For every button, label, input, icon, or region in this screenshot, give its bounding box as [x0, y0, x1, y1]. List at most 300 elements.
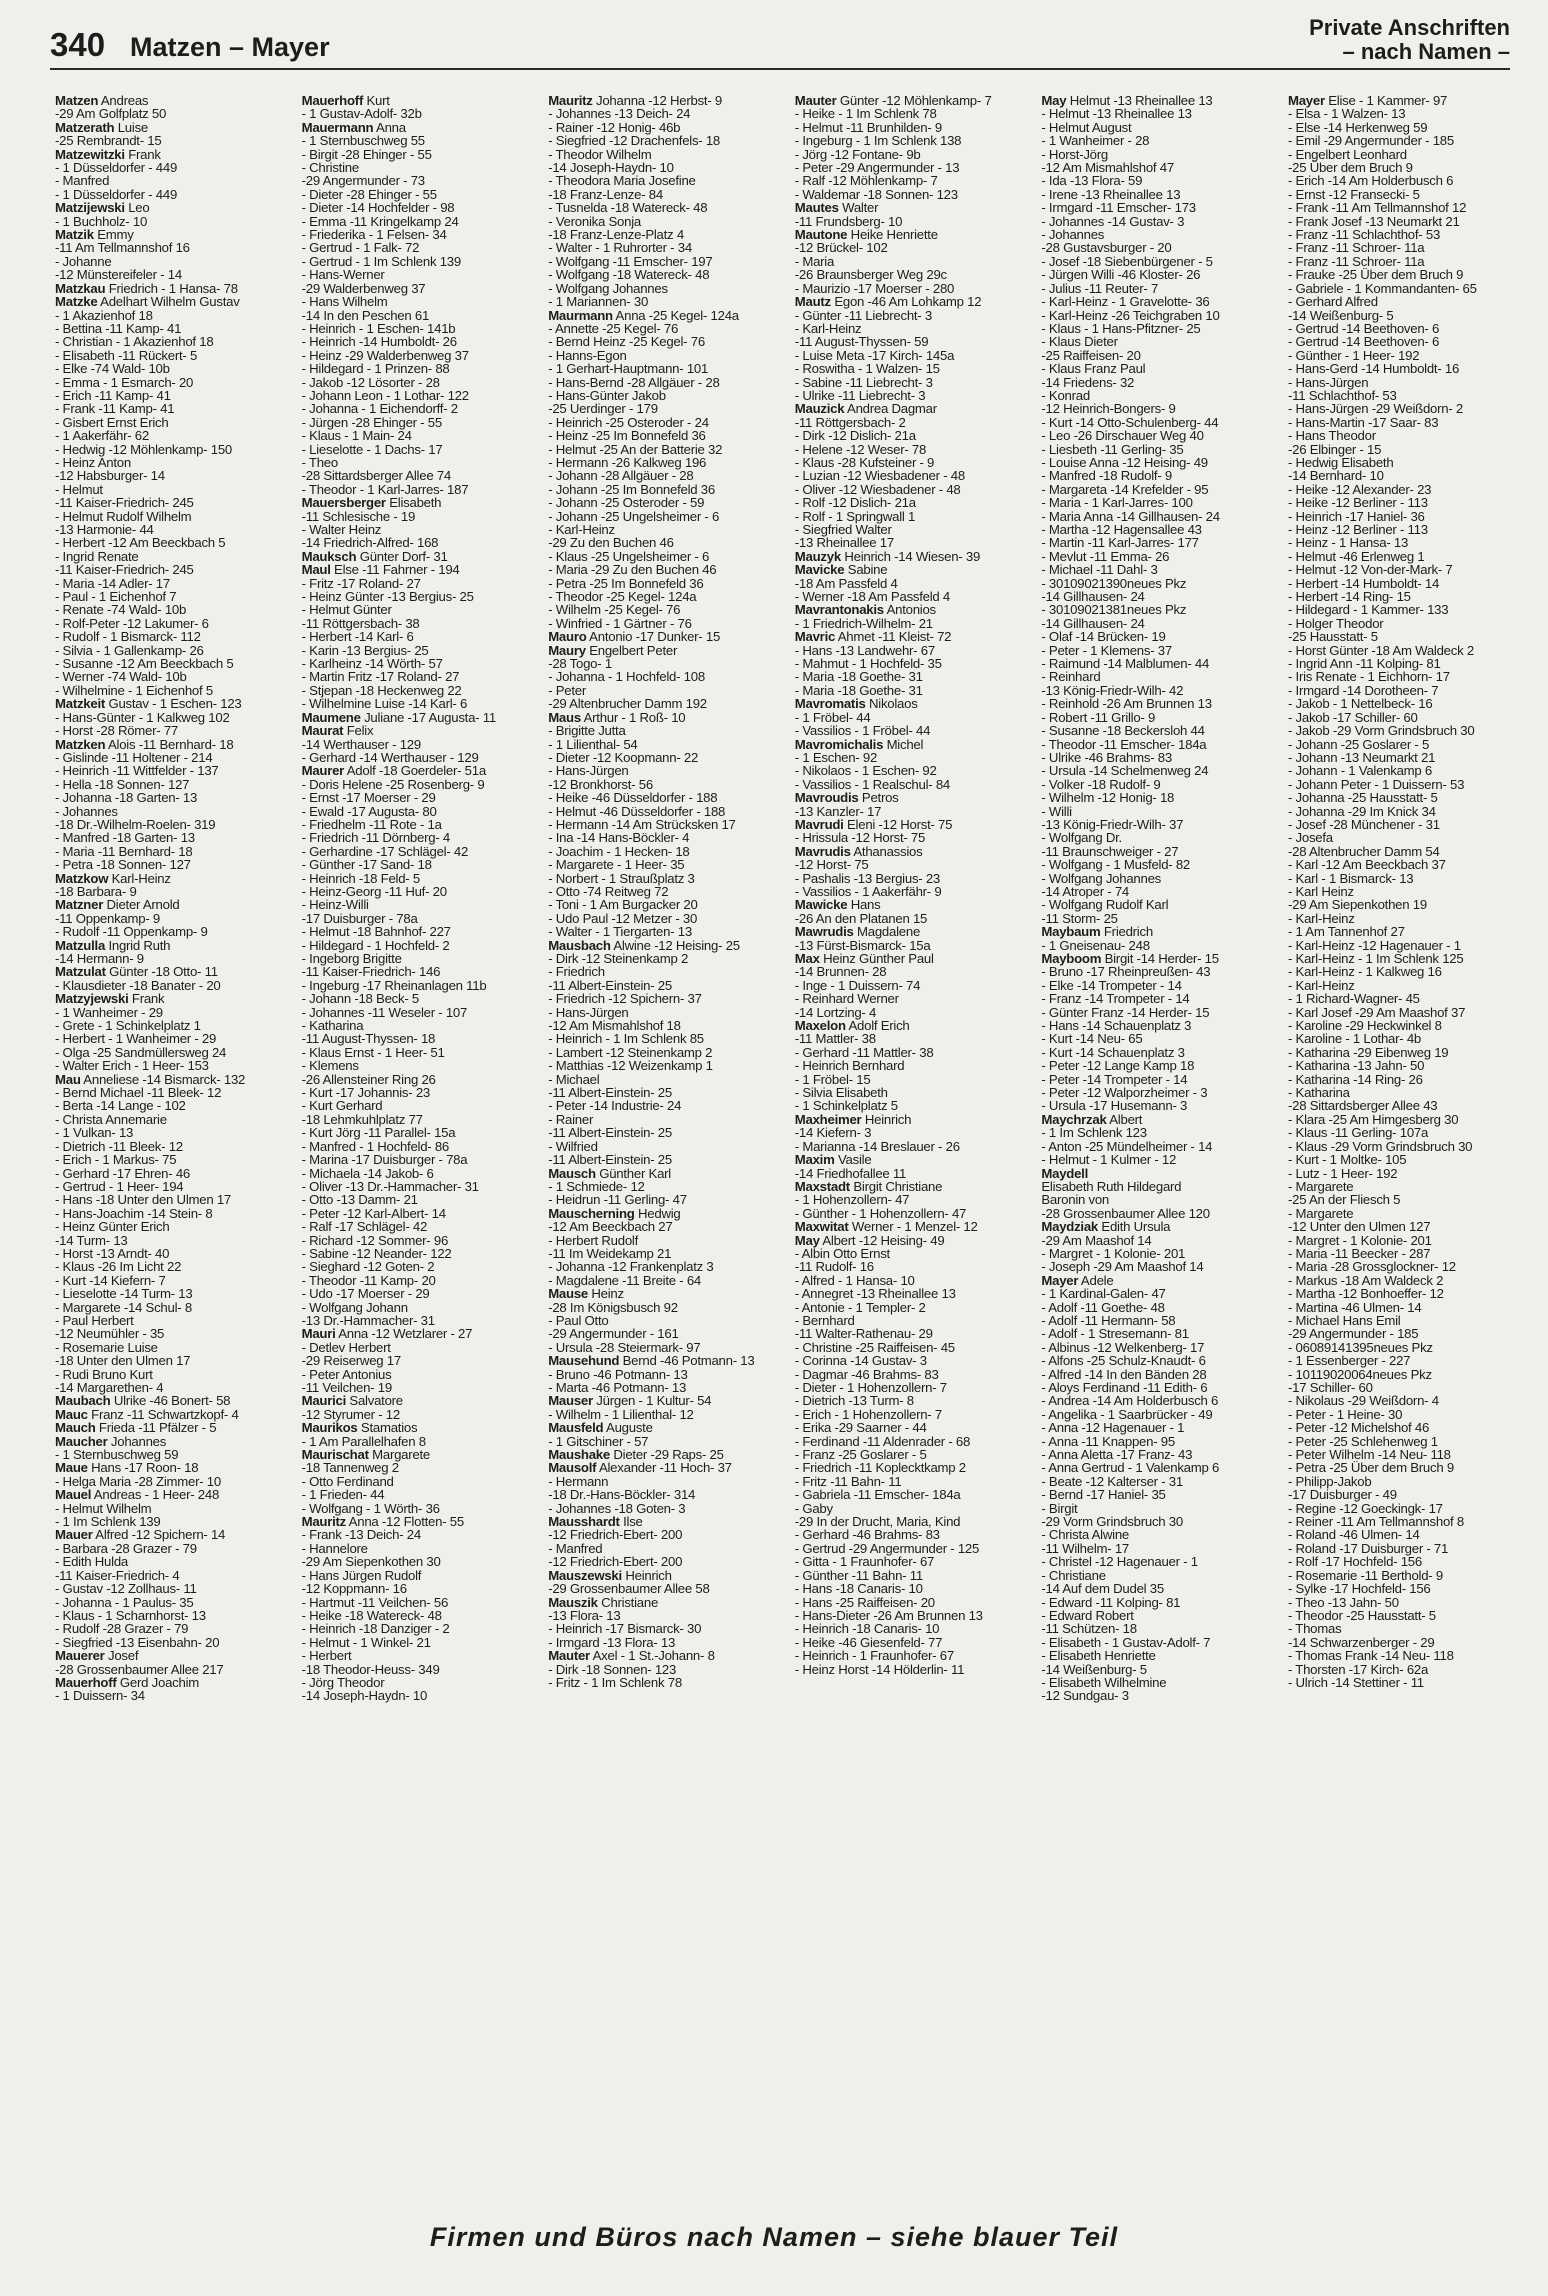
- directory-entry: - Grete - 1 Schinkelplatz 1: [55, 1018, 201, 1034]
- directory-entry: - Kurt -14 Neu- 65: [1041, 1031, 1143, 1047]
- directory-entry: -29 Angermunder - 73: [301, 173, 425, 189]
- directory-entry: - Markus -18 Am Waldeck 2: [1287, 1272, 1444, 1288]
- directory-entry: - Helmut - 1 Winkel- 21: [301, 1634, 431, 1650]
- directory-entry: Maurmann Anna -25 Kegel- 124a: [548, 307, 739, 323]
- directory-entry: - Gerhardine -17 Schlägel- 42: [301, 843, 469, 859]
- directory-entry: - Theodor Wilhelm: [548, 146, 652, 162]
- directory-entry: -29 Am Golfplatz 50: [55, 106, 167, 122]
- directory-entry: - Elke -14 Trompeter - 14: [1041, 977, 1182, 993]
- directory-entry: - Hans Wilhelm: [301, 294, 388, 310]
- directory-entry: - Herbert -14 Karl- 6: [301, 629, 414, 645]
- surname: Mauksch: [301, 548, 357, 564]
- directory-entry: - 1 Eschen- 92: [794, 749, 878, 765]
- directory-entry: - Margarete: [1287, 1205, 1354, 1221]
- directory-entry: Mavrudis Athanassios: [794, 843, 923, 859]
- directory-entry: - Ernst -17 Moerser - 29: [301, 790, 436, 806]
- directory-entry: - 1 Wanheimer - 29: [55, 1004, 163, 1020]
- surname: Mauscherning: [548, 1205, 635, 1221]
- surname: Maul: [301, 562, 331, 578]
- directory-entry: - Julius -11 Reuter- 7: [1041, 280, 1159, 296]
- directory-entry: Maxelon Adolf Erich: [794, 1018, 910, 1034]
- directory-entry: - Maria -11 Beecker - 287: [1287, 1245, 1431, 1261]
- directory-entry: - Manfred -18 Rudolf- 9: [1041, 468, 1172, 484]
- directory-entry: - Lambert -12 Steinenkamp 2: [548, 1044, 713, 1060]
- directory-entry: Matzken Alois -11 Bernhard- 18: [55, 736, 234, 752]
- directory-entry: - Johannes: [55, 803, 118, 819]
- directory-entry: - Kurt -14 Kiefern- 7: [55, 1272, 166, 1288]
- directory-entry: - Franz -11 Schroer- 11a: [1287, 240, 1425, 256]
- directory-entry: - Vassilios - 1 Realschul- 84: [794, 776, 950, 792]
- directory-entry: -18 Lehmkuhlplatz 77: [301, 1111, 423, 1127]
- surname: Mauszewski: [548, 1567, 622, 1583]
- directory-entry: - Silvia Elisabeth: [794, 1085, 888, 1101]
- directory-entry: - Gustav -12 Zollhaus- 11: [55, 1581, 197, 1597]
- directory-entry: - 10119020064neues Pkz: [1287, 1366, 1432, 1382]
- directory-entry: - Herbert -14 Ring- 15: [1287, 589, 1411, 605]
- directory-entry: - Kurt - 1 Moltke- 105: [1287, 1152, 1407, 1168]
- directory-entry: Maushake Dieter -29 Raps- 25: [548, 1447, 724, 1463]
- directory-entry: - Wolfgang Johannes: [548, 280, 668, 296]
- directory-entry: - Walter Erich - 1 Heer- 153: [55, 1058, 209, 1074]
- directory-entry: - Norbert - 1 Straußplatz 3: [548, 870, 695, 886]
- directory-entry: - Wolfgang -18 Watereck- 48: [548, 267, 710, 283]
- directory-entry: - Heike -12 Alexander- 23: [1287, 481, 1432, 497]
- directory-entry: - Udo Paul -12 Metzer - 30: [548, 910, 698, 926]
- directory-entry: Elisabeth Ruth Hildegard: [1041, 1178, 1182, 1194]
- directory-entry: Mautz Egon -46 Am Lohkamp 12: [794, 294, 982, 310]
- directory-entry: - Christine -25 Raiffeisen- 45: [794, 1339, 955, 1355]
- directory-entry: - Rosemarie Luise: [55, 1339, 158, 1355]
- directory-entry: Mausbach Alwine -12 Heising- 25: [548, 937, 740, 953]
- directory-entry: - Else -14 Herkenweg 59: [1287, 119, 1428, 135]
- directory-entry: Matzen Andreas: [55, 94, 149, 108]
- directory-entry: - Wilhelm -25 Kegel- 76: [548, 602, 681, 618]
- directory-entry: - Rainer: [548, 1111, 594, 1127]
- directory-entry: -26 Braunsberger Weg 29c: [794, 267, 947, 283]
- directory-entry: - Gabriele - 1 Kommandanten- 65: [1287, 280, 1477, 296]
- directory-entry: - Johann Peter - 1 Duissern- 53: [1287, 776, 1465, 792]
- surname: Matzijewski: [55, 200, 125, 216]
- directory-entry: - Richard -12 Sommer- 96: [301, 1232, 449, 1248]
- directory-entry: - Reinhard Werner: [794, 991, 899, 1007]
- directory-entry: - Iris Renate - 1 Eichhorn- 17: [1287, 669, 1450, 685]
- directory-entry: - Klaus - 1 Hans-Pfitzner- 25: [1041, 320, 1201, 336]
- directory-entry: - Franz -11 Schroer- 11a: [1287, 253, 1425, 269]
- directory-entry: - Friedrich -11 Dörnberg- 4: [301, 830, 450, 846]
- directory-entry: -11 Röttgersbach- 2: [794, 414, 906, 430]
- directory-entry: - Udo -17 Moerser - 29: [301, 1286, 430, 1302]
- directory-entry: Mavromichalis Michel: [794, 736, 924, 752]
- directory-entry: - Raimund -14 Malblumen- 44: [1041, 656, 1210, 672]
- directory-entry: - Christel -12 Hagenauer - 1: [1041, 1554, 1198, 1570]
- directory-entry: -11 Kaiser-Friedrich- 245: [55, 495, 194, 511]
- surname: Maxheimer: [794, 1111, 862, 1127]
- directory-entry: - Bernd -17 Haniel- 35: [1041, 1487, 1166, 1503]
- directory-entry: Mauch Frieda -11 Pfälzer - 5: [55, 1420, 217, 1436]
- directory-entry: - Josef -18 Siebenbürgener - 5: [1041, 253, 1213, 269]
- directory-entry: Mauc Franz -11 Schwartzkopf- 4: [55, 1406, 239, 1422]
- directory-entry: - Herbert -14 Humboldt- 14: [1287, 575, 1440, 591]
- directory-entry: - Helmut August: [1041, 119, 1132, 135]
- directory-entry: - Adolf -11 Hermann- 58: [1041, 1312, 1176, 1328]
- directory-column-4: [795, 94, 1027, 2214]
- directory-entry: - Heidrun -11 Gerling- 47: [548, 1192, 687, 1208]
- directory-entry: - Heike -46 Giesenfeld- 77: [794, 1634, 943, 1650]
- directory-entry: - Josef -28 Münchener - 31: [1287, 816, 1440, 832]
- directory-entry: - Ralf -12 Möhlenkamp- 7: [794, 173, 938, 189]
- directory-entry: - Manfred -18 Garten- 13: [55, 830, 195, 846]
- directory-entry: - Peter -12 Michelshof 46: [1287, 1420, 1430, 1436]
- surname: Maue: [55, 1460, 88, 1476]
- directory-entry: - Helmut Günter: [301, 602, 392, 618]
- directory-entry: - Helmut: [55, 481, 103, 497]
- directory-entry: - Adolf -11 Goethe- 48: [1041, 1299, 1165, 1315]
- directory-entry: - Thomas: [1287, 1621, 1342, 1637]
- directory-entry: Matzijewski Leo: [55, 200, 150, 216]
- directory-entry: - Tusnelda -18 Watereck- 48: [548, 200, 708, 216]
- directory-entry: - Hans-Jürgen: [548, 1004, 629, 1020]
- directory-entry: - Dirk -12 Steinenkamp 2: [548, 951, 689, 966]
- directory-entry: - Horst Günter -18 Am Waldeck 2: [1287, 642, 1474, 658]
- directory-entry: - Elisabeth Wilhelmine: [1041, 1674, 1167, 1690]
- directory-entry: -29 Zu den Buchen 46: [548, 535, 674, 551]
- directory-entry: - Margareta -14 Krefelder - 95: [1041, 481, 1209, 497]
- directory-entry: - Anton -25 Mündelheimer - 14: [1041, 1138, 1213, 1154]
- directory-entry: -11 Albert-Einstein- 25: [548, 1152, 672, 1168]
- directory-entry: - Bernd Michael -11 Bleek- 12: [55, 1085, 222, 1101]
- directory-entry: - Gerhard -46 Brahms- 83: [794, 1527, 940, 1543]
- directory-entry: - Rudolf -28 Grazer - 79: [55, 1621, 189, 1637]
- directory-entry: Matzkeit Gustav - 1 Eschen- 123: [55, 696, 242, 712]
- directory-entry: - Gertrud - 1 Heer- 194: [55, 1178, 184, 1194]
- directory-entry: -12 Heinrich-Bongers- 9: [1041, 401, 1176, 417]
- directory-entry: - Theodor -11 Kamp- 20: [301, 1272, 436, 1288]
- directory-entry: -11 Im Weidekamp 21: [548, 1245, 672, 1261]
- directory-entry: - Kurt Gerhard: [301, 1098, 383, 1114]
- surname: Mauzick: [794, 401, 845, 417]
- directory-entry: -13 Fürst-Bismarck- 15a: [794, 937, 931, 953]
- directory-entry: - Klemens: [301, 1058, 359, 1074]
- directory-entry: -11 Walter-Rathenau- 29: [794, 1326, 933, 1342]
- directory-entry: - Manfred - 1 Hochfeld- 86: [301, 1138, 450, 1154]
- directory-entry: - Albin Otto Ernst: [794, 1245, 890, 1261]
- surname: Mausch: [548, 1165, 596, 1181]
- surname: Mauter: [794, 94, 837, 108]
- directory-entry: - Thomas Frank -14 Neu- 118: [1287, 1648, 1454, 1664]
- directory-entry: - Roswitha - 1 Walzen- 15: [794, 361, 940, 377]
- directory-entry: - 1 Hohenzollern- 47: [794, 1192, 910, 1208]
- directory-entry: Maue Hans -17 Roon- 18: [55, 1460, 199, 1476]
- directory-entry: - Heinrich -11 Wittfelder - 137: [55, 763, 219, 779]
- directory-entry: - Reinhard: [1041, 669, 1101, 685]
- directory-entry: Matzkow Karl-Heinz: [55, 870, 171, 886]
- directory-entry: - Rolf - 1 Springwall 1: [794, 508, 916, 524]
- directory-entry: - Hildegard - 1 Prinzen- 88: [301, 361, 450, 377]
- directory-entry: - Hans -25 Raiffeisen- 20: [794, 1594, 935, 1610]
- directory-entry: Mauser Jürgen - 1 Kultur- 54: [548, 1393, 712, 1409]
- directory-entry: - Friedrich -12 Spichern- 37: [548, 991, 702, 1007]
- directory-entry: Maxheimer Heinrich: [794, 1111, 912, 1127]
- directory-entry: - Wolfgang -11 Emscher- 197: [548, 253, 713, 269]
- directory-entry: -12 Bronkhorst- 56: [548, 776, 653, 792]
- directory-entry: - Berta -14 Lange - 102: [55, 1098, 186, 1114]
- directory-entry: - Emma -11 Kringelkamp 24: [301, 213, 459, 229]
- directory-entry: -11 Braunschweiger - 27: [1041, 843, 1179, 859]
- directory-entry: - Heike - 1 Im Schlenk 78: [794, 106, 937, 122]
- directory-entry: - Johannes: [1041, 227, 1105, 243]
- directory-entry: -14 Friedens- 32: [1041, 374, 1135, 390]
- directory-entry: - Peter -25 Schlehenweg 1: [1287, 1433, 1438, 1449]
- directory-entry: - Wilhelm - 1 Lilienthal- 12: [548, 1406, 694, 1422]
- directory-entry: - Luzian -12 Wiesbadener - 48: [794, 468, 965, 484]
- directory-entry: - Johanna -12 Frankenplatz 3: [548, 1259, 714, 1275]
- directory-entry: - Kurt Jörg -11 Parallel- 15a: [301, 1125, 456, 1141]
- surname: Mauer: [55, 1527, 93, 1543]
- directory-entry: - Ulrich -14 Stettiner - 11: [1287, 1674, 1424, 1690]
- directory-entry: -28 Grossenbaumer Allee 217: [55, 1661, 224, 1677]
- surname: Matzken: [55, 736, 106, 752]
- directory-entry: - 1 Fröbel- 44: [794, 709, 871, 725]
- surname: Mayboom: [1041, 951, 1102, 966]
- directory-entry: - Heinrich - 1 Eschen- 141b: [301, 320, 456, 336]
- directory-entry: -11 Schlachthof- 53: [1287, 387, 1397, 403]
- directory-entry: - Gerhard -11 Mattler- 38: [794, 1044, 934, 1060]
- directory-entry: -29 Am Maashof 14: [1041, 1232, 1152, 1248]
- directory-entry: -18 Am Passfeld 4: [794, 575, 898, 591]
- directory-entry: -12 Friedrich-Ebert- 200: [548, 1554, 683, 1570]
- directory-entry: - Kurt -14 Otto-Schulenberg- 44: [1041, 414, 1219, 430]
- directory-entry: - Rudi Bruno Kurt: [55, 1366, 153, 1382]
- directory-entry: - Johann -18 Beck- 5: [301, 991, 420, 1007]
- page-number: 340: [50, 26, 106, 63]
- directory-entry: - Heinz-Willi: [301, 897, 369, 913]
- directory-entry: -14 Friedhofallee 11: [794, 1165, 907, 1181]
- directory-entry: - 1 Akazienhof 18: [55, 307, 153, 323]
- directory-entry: Mawicke Hans: [794, 897, 881, 913]
- surname: Mautes: [794, 200, 839, 216]
- directory-entry: Maychrzak Albert: [1041, 1111, 1143, 1127]
- surname: Mayer: [1041, 1272, 1079, 1288]
- surname: Maus: [548, 709, 581, 725]
- directory-entry: - Marina -17 Duisburger - 78a: [301, 1152, 468, 1168]
- directory-entry: - Rolf -12 Dislich- 21a: [794, 495, 916, 511]
- directory-entry: - Robert -11 Grillo- 9: [1041, 709, 1156, 725]
- directory-entry: - 1 Gitschiner - 57: [548, 1433, 649, 1449]
- directory-entry: - Günther -17 Sand- 18: [301, 857, 432, 873]
- directory-entry: Maurer Adolf -18 Goerdeler- 51a: [301, 763, 486, 779]
- directory-entry: - 1 Mariannen- 30: [548, 294, 649, 310]
- directory-entry: - Stjepan -18 Heckenweg 22: [301, 682, 462, 698]
- directory-entry: - Heinz Horst -14 Hölderlin- 11: [794, 1661, 965, 1677]
- directory-entry: - Heinrich -14 Humboldt- 26: [301, 334, 457, 350]
- directory-entry: -11 Rudolf- 16: [794, 1259, 874, 1275]
- directory-entry: - Ingrid Ann -11 Kolping- 81: [1287, 656, 1441, 672]
- directory-entry: - Dieter -12 Koopmann- 22: [548, 749, 699, 765]
- directory-entry: - Johanna -29 Im Knick 34: [1287, 803, 1436, 819]
- directory-entry: -18 Unter den Ulmen 17: [55, 1353, 191, 1369]
- directory-entry: - Joachim - 1 Hecken- 18: [548, 843, 690, 859]
- surname: Maychrzak: [1041, 1111, 1107, 1127]
- directory-entry: -12 Neumühler - 35: [55, 1326, 165, 1342]
- directory-entry: [1041, 1167, 1273, 1180]
- directory-entry: - Ursula -28 Steiermark- 97: [548, 1339, 701, 1355]
- surname: Mayer: [1287, 94, 1325, 108]
- directory-entry: Maurischat Margarete: [301, 1447, 430, 1463]
- directory-entry: - Klaus Dieter: [1041, 334, 1118, 350]
- directory-entry: - Petra -25 Über dem Bruch 9: [1287, 1460, 1454, 1476]
- directory-entry: - Ingeborg Brigitte: [301, 951, 402, 966]
- directory-entry: -29 Vorm Grindsbruch 30: [1041, 1514, 1183, 1530]
- surname: Mavroudis: [794, 790, 859, 806]
- surname: Matzik: [55, 227, 94, 243]
- surname: Matzulat: [55, 964, 106, 980]
- directory-entry: May Helmut -13 Rheinallee 13: [1041, 94, 1213, 108]
- directory-entry: - Thorsten -17 Kirch- 62a: [1287, 1661, 1429, 1677]
- directory-entry: - Theodora Maria Josefine: [548, 173, 696, 189]
- surname: Mavric: [794, 629, 836, 645]
- directory-entry: - Christa Annemarie: [55, 1111, 167, 1127]
- directory-entry: - Theo -13 Jahn- 50: [1287, 1594, 1399, 1610]
- surname: Matzner: [55, 897, 104, 913]
- directory-entry: - Michael: [548, 1071, 600, 1087]
- directory-entry: - Wilfried: [548, 1138, 598, 1154]
- directory-entry: - Liesbeth -11 Gerling- 35: [1041, 441, 1184, 457]
- directory-entry: - Peter -14 Industrie- 24: [548, 1098, 682, 1114]
- surname: Matzke: [55, 294, 98, 310]
- directory-entry: Mawrudis Magdalene: [794, 924, 921, 940]
- directory-entry: - Elisabeth - 1 Gustav-Adolf- 7: [1041, 1634, 1211, 1650]
- directory-entry: -14 Gillhausen- 24: [1041, 589, 1145, 605]
- surname: Mautone: [794, 227, 848, 243]
- directory-entry: Mauerhoff Gerd Joachim: [55, 1674, 200, 1690]
- directory-entry: -18 Dr.-Wilhelm-Roelen- 319: [55, 816, 216, 832]
- directory-entry: -14 Joseph-Haydn- 10: [301, 1688, 428, 1704]
- directory-entry: -14 Schwarzenberger - 29: [1287, 1634, 1435, 1650]
- directory-entry: - Brigitte Jutta: [548, 723, 626, 739]
- surname: Mau: [55, 1071, 81, 1087]
- directory-entry: - Andrea -14 Am Holderbusch 6: [1041, 1393, 1219, 1409]
- directory-entry: - Mevlut -11 Emma- 26: [1041, 548, 1170, 564]
- surname: Mavicke: [794, 562, 845, 578]
- directory-entry: - Peter - 1 Klemens- 37: [1041, 642, 1172, 658]
- directory-entry: - Karl-Heinz - 1 Im Schlenk 125: [1287, 951, 1464, 966]
- directory-entry: - 1 Am Parallelhafen 8: [301, 1433, 426, 1449]
- directory-entry: - Peter -12 Lange Kamp 18: [1041, 1058, 1195, 1074]
- directory-entry: - Martina -46 Ulmen- 14: [1287, 1299, 1422, 1315]
- directory-entry: - Klaus -26 Im Licht 22: [55, 1259, 182, 1275]
- directory-entry: Mauzyk Heinrich -14 Wiesen- 39: [794, 548, 981, 564]
- directory-entry: - Fritz -17 Roland- 27: [301, 575, 421, 591]
- directory-entry: - Olaf -14 Brücken- 19: [1041, 629, 1166, 645]
- directory-entry: - 1 Am Tannenhof 27: [1287, 924, 1405, 940]
- directory-entry: - 1 Kardinal-Galen- 47: [1041, 1286, 1166, 1302]
- directory-entry: - Hans-Jürgen: [548, 763, 629, 779]
- directory-entry: - Horst -28 Römer- 77: [55, 723, 178, 739]
- directory-entry: -14 In den Peschen 61: [301, 307, 430, 323]
- directory-entry: -11 Kaiser-Friedrich- 245: [55, 562, 194, 578]
- directory-entry: - Alfred - 1 Hansa- 10: [794, 1272, 915, 1288]
- directory-entry: - Heinrich -18 Feld- 5: [301, 870, 420, 886]
- directory-entry: - Maria Anna -14 Gillhausen- 24: [1041, 508, 1220, 524]
- directory-entry: - Hans-Jürgen: [1287, 374, 1369, 390]
- directory-entry: - Heinz -25 Im Bonnefeld 36: [548, 428, 706, 444]
- directory-entry: - Hrissula -12 Horst- 75: [794, 830, 926, 846]
- directory-entry: -17 Duisburger - 49: [1287, 1487, 1397, 1503]
- directory-entry: - Roland -17 Duisburger - 71: [1287, 1540, 1449, 1556]
- directory-entry: - Heike -18 Watereck- 48: [301, 1607, 442, 1623]
- directory-entry: Mausshardt Ilse: [548, 1514, 643, 1530]
- directory-entry: Mauri Anna -12 Wetzlarer - 27: [301, 1326, 473, 1342]
- directory-entry: - 1 Aakerfähr- 62: [55, 428, 149, 444]
- directory-entry: Maury Engelbert Peter: [548, 642, 678, 658]
- directory-entry: - Maria -18 Goethe- 31: [794, 682, 923, 698]
- directory-entry: Mausolf Alexander -11 Hoch- 37: [548, 1460, 732, 1476]
- directory-entry: - Hans Jürgen Rudolf: [301, 1567, 422, 1583]
- surname: Mauter: [548, 1648, 590, 1664]
- directory-entry: - Anna -12 Hagenauer - 1: [1041, 1420, 1185, 1436]
- directory-entry: - Bernd Heinz -25 Kegel- 76: [548, 334, 705, 350]
- directory-entry: - Margret - 1 Kolonie- 201: [1041, 1245, 1186, 1261]
- directory-entry: -11 Frundsberg- 10: [794, 213, 903, 229]
- directory-entry: -26 An den Platanen 15: [794, 910, 928, 926]
- directory-entry: - Karl-Heinz: [1287, 977, 1355, 993]
- directory-entry: -29 Walderbenweg 37: [301, 280, 426, 296]
- directory-entry: - Dagmar -46 Brahms- 83: [794, 1366, 939, 1382]
- surname: Maurici: [301, 1393, 347, 1409]
- directory-entry: Mauscherning Hedwig: [548, 1205, 681, 1221]
- directory-entry: - Johann -25 Goslarer - 5: [1287, 736, 1430, 752]
- directory-entry: - Emil -29 Angermunder - 185: [1287, 133, 1454, 149]
- directory-entry: - Bruno -46 Potmann- 13: [548, 1366, 688, 1382]
- directory-entry: - 1 Duissern- 34: [55, 1688, 145, 1704]
- directory-entry: - 1 Fröbel- 15: [794, 1071, 871, 1087]
- directory-entry: - Gertrud - 1 Falk- 72: [301, 240, 420, 256]
- directory-entry: -11 Kaiser-Friedrich- 146: [301, 964, 441, 980]
- directory-entry: Maxstadt Birgit Christiane: [794, 1178, 943, 1194]
- surname: Mauri: [301, 1326, 336, 1342]
- surname: May: [794, 1232, 820, 1248]
- directory-entry: - Heinrich -18 Danziger - 2: [301, 1621, 450, 1637]
- directory-entry: - Johann -25 Osteroder - 59: [548, 495, 705, 511]
- directory-entry: - Theodor -11 Emscher- 184a: [1041, 736, 1207, 752]
- directory-entry: - Erika -29 Saarner - 44: [794, 1420, 927, 1436]
- directory-entry: - Luise Meta -17 Kirch- 145a: [794, 347, 955, 363]
- directory-entry: - Karl - 1 Bismarck- 13: [1287, 870, 1414, 886]
- directory-entry: Mauer Alfred -12 Spichern- 14: [55, 1527, 226, 1543]
- directory-entry: - Heinrich -17 Bismarck- 30: [548, 1621, 702, 1637]
- directory-entry: -18 Tannenweg 2: [301, 1460, 399, 1476]
- directory-entry: Mauritz Anna -12 Flotten- 55: [301, 1514, 464, 1530]
- directory-entry: - Gertrud -14 Beethoven- 6: [1287, 334, 1440, 350]
- directory-entry: Mauerer Josef: [55, 1648, 139, 1664]
- surname: Maumene: [301, 709, 361, 725]
- directory-entry: - Hermann -14 Am Strücksken 17: [548, 816, 736, 832]
- directory-entry: - 1 Frieden- 44: [301, 1487, 385, 1503]
- directory-entry: -12 Styrumer - 12: [301, 1406, 400, 1422]
- directory-entry: Maumene Juliane -17 Augusta- 11: [301, 709, 496, 725]
- directory-entry: - Herbert - 1 Wanheimer - 29: [55, 1031, 217, 1047]
- directory-entry: - Klaus -25 Ungelsheimer - 6: [548, 548, 710, 564]
- directory-column-3: [548, 94, 780, 2214]
- directory-entry: - Barbara -28 Grazer - 79: [55, 1540, 197, 1556]
- directory-entry: - Karoline - 1 Lothar- 4b: [1287, 1031, 1421, 1047]
- directory-entry: - Karoline -29 Heckwinkel 8: [1287, 1018, 1442, 1034]
- directory-entry: - 1 Gneisenau- 248: [1041, 937, 1150, 953]
- directory-entry: - Alfred -14 In den Bänden 28: [1041, 1366, 1207, 1382]
- directory-entry: - Paul Herbert: [55, 1312, 134, 1328]
- directory-entry: Mauermann Anna: [301, 119, 406, 135]
- directory-entry: -12 Koppmann- 16: [301, 1581, 407, 1597]
